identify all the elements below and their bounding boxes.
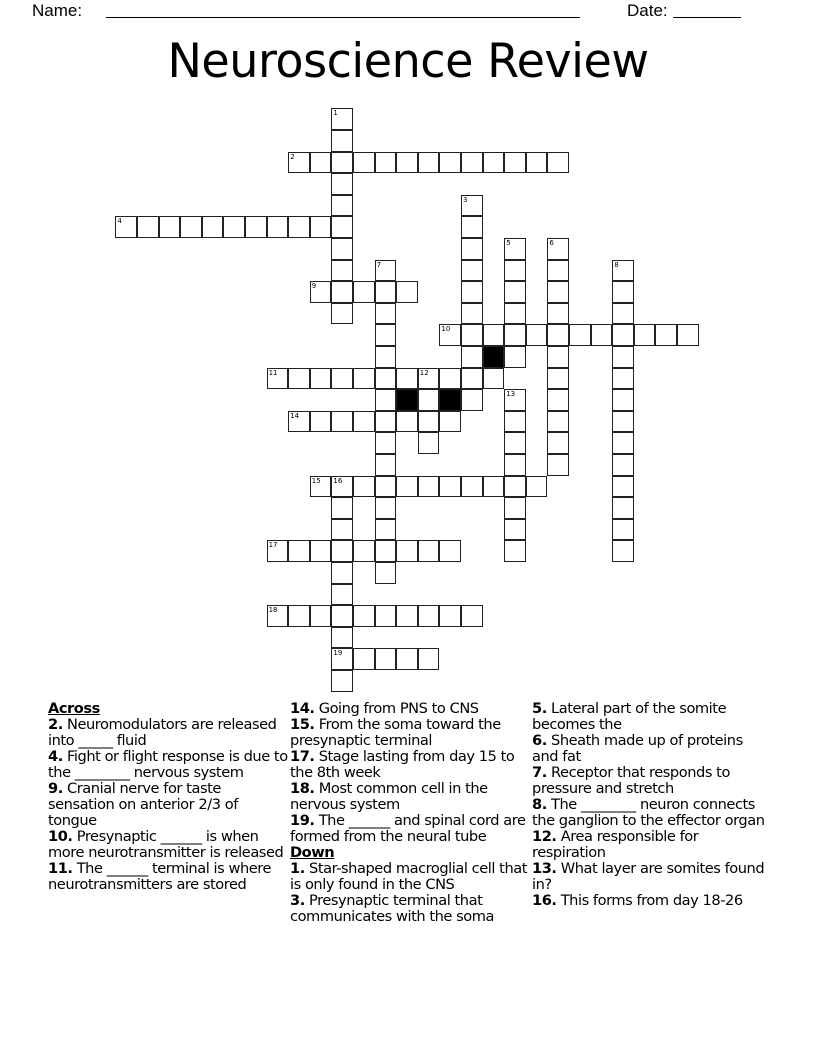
- clue-across-14: [290, 701, 530, 717]
- clue-number: 16.: [532, 892, 557, 909]
- clues-column-2: [290, 701, 530, 925]
- grid-cell[interactable]: [331, 562, 353, 584]
- grid-cell[interactable]: [504, 260, 526, 282]
- grid-black-cell: [483, 346, 505, 368]
- grid-cell[interactable]: [612, 389, 634, 411]
- grid-cell[interactable]: [288, 152, 310, 174]
- grid-cell[interactable]: [353, 648, 375, 670]
- grid-cell[interactable]: [612, 476, 634, 498]
- clue-number-label: 19: [333, 649, 343, 658]
- grid-cell[interactable]: [331, 670, 353, 692]
- grid-cell[interactable]: [375, 368, 397, 390]
- clue-across-18: [290, 781, 530, 813]
- grid-cell[interactable]: [612, 260, 634, 282]
- clue-number-label: 18: [268, 606, 278, 615]
- grid-cell[interactable]: [504, 540, 526, 562]
- grid-cell[interactable]: [331, 303, 353, 325]
- grid-cell[interactable]: [375, 648, 397, 670]
- grid-cell[interactable]: [547, 411, 569, 433]
- clue-number-label: 4: [117, 217, 122, 226]
- clue-text: This forms from day 18-26: [560, 892, 743, 909]
- grid-cell[interactable]: [331, 260, 353, 282]
- grid-cell[interactable]: [331, 584, 353, 606]
- grid-cell[interactable]: [331, 195, 353, 217]
- grid-cell[interactable]: [612, 540, 634, 562]
- grid-cell[interactable]: [223, 216, 245, 238]
- clue-text: Area responsible for respiration: [532, 828, 699, 861]
- grid-cell[interactable]: [418, 648, 440, 670]
- grid-cell[interactable]: [375, 562, 397, 584]
- grid-cell[interactable]: [310, 152, 332, 174]
- grid-cell[interactable]: [396, 648, 418, 670]
- clue-text: Stage lasting from day 15 to the 8th week: [290, 748, 515, 781]
- clue-text: Fight or flight response is due to the ________ nervous system: [48, 748, 288, 781]
- clue-number: 19.: [290, 812, 315, 829]
- grid-cell[interactable]: [159, 216, 181, 238]
- grid-cell[interactable]: [547, 238, 569, 260]
- grid-cell[interactable]: [461, 476, 483, 498]
- clue-number-label: 3: [463, 195, 468, 204]
- grid-cell[interactable]: [331, 519, 353, 541]
- grid-cell[interactable]: [288, 411, 310, 433]
- grid-cell[interactable]: [353, 411, 375, 433]
- name-input-line[interactable]: [106, 17, 580, 18]
- clue-number: 4.: [48, 748, 63, 765]
- clue-number-label: 5: [506, 239, 511, 247]
- clue-across-11: [48, 861, 288, 893]
- grid-cell[interactable]: [375, 411, 397, 433]
- grid-cell[interactable]: [353, 540, 375, 562]
- grid-cell[interactable]: [331, 152, 353, 174]
- clue-down-5: [532, 701, 772, 733]
- grid-cell[interactable]: [331, 216, 353, 238]
- name-label: Name:: [32, 1, 83, 20]
- clue-text: The ______ and spinal cord are formed from the neural tube: [290, 812, 526, 845]
- grid-cell[interactable]: [547, 368, 569, 390]
- clue-number-label: 1: [333, 109, 338, 118]
- clue-number-label: 6: [549, 239, 554, 247]
- grid-cell[interactable]: [418, 389, 440, 411]
- clue-down-1: [290, 861, 530, 893]
- grid-cell[interactable]: [439, 411, 461, 433]
- grid-cell[interactable]: [418, 476, 440, 498]
- clue-number: 6.: [532, 732, 547, 749]
- clue-text: The ______ terminal is where neurotransmitters are stored: [48, 860, 272, 893]
- grid-cell[interactable]: [504, 432, 526, 454]
- grid-cell[interactable]: [634, 324, 656, 346]
- clue-number-label: 8: [614, 260, 619, 269]
- grid-cell[interactable]: [504, 497, 526, 519]
- clue-number: 2.: [48, 716, 63, 733]
- clue-number-label: 16: [333, 476, 343, 485]
- grid-cell[interactable]: [655, 324, 677, 346]
- grid-cell[interactable]: [461, 260, 483, 282]
- grid-cell[interactable]: [267, 368, 289, 390]
- grid-cell[interactable]: [115, 216, 137, 238]
- grid-cell[interactable]: [180, 216, 202, 238]
- grid-cell[interactable]: [547, 324, 569, 346]
- grid-cell[interactable]: [439, 540, 461, 562]
- clue-number-label: 12: [419, 368, 429, 377]
- grid-cell[interactable]: [612, 411, 634, 433]
- clue-across-9: [48, 781, 288, 829]
- grid-cell[interactable]: [504, 346, 526, 368]
- clue-across-10: [48, 829, 288, 861]
- grid-cell[interactable]: [331, 130, 353, 152]
- clue-number: 12.: [532, 828, 557, 845]
- clues-column-3: [532, 701, 772, 909]
- clue-text: Sheath made up of proteins and fat: [532, 732, 743, 765]
- grid-cell[interactable]: [288, 368, 310, 390]
- clue-number: 3.: [290, 892, 305, 909]
- grid-cell[interactable]: [461, 152, 483, 174]
- grid-cell[interactable]: [331, 368, 353, 390]
- clue-number-label: 10: [441, 325, 451, 334]
- clue-number: 15.: [290, 716, 315, 733]
- grid-cell[interactable]: [375, 346, 397, 368]
- grid-cell[interactable]: [547, 303, 569, 325]
- grid-cell[interactable]: [569, 324, 591, 346]
- grid-cell[interactable]: [418, 432, 440, 454]
- grid-cell[interactable]: [331, 648, 353, 670]
- clue-down-12: [532, 829, 772, 861]
- grid-cell[interactable]: [353, 368, 375, 390]
- clue-across-4: [48, 749, 288, 781]
- grid-cell[interactable]: [612, 432, 634, 454]
- clue-number: 18.: [290, 780, 315, 797]
- grid-cell[interactable]: [547, 432, 569, 454]
- grid-cell[interactable]: [461, 216, 483, 238]
- date-label: Date:: [627, 1, 668, 20]
- grid-cell[interactable]: [418, 152, 440, 174]
- grid-cell[interactable]: [612, 303, 634, 325]
- clue-text: Neuromodulators are released into _____ fluid: [48, 716, 277, 749]
- grid-cell[interactable]: [439, 476, 461, 498]
- grid-cell[interactable]: [439, 324, 461, 346]
- grid-cell[interactable]: [526, 476, 548, 498]
- grid-cell[interactable]: [137, 216, 159, 238]
- grid-cell[interactable]: [375, 152, 397, 174]
- grid-cell[interactable]: [375, 454, 397, 476]
- grid-cell[interactable]: [310, 540, 332, 562]
- grid-cell[interactable]: [396, 368, 418, 390]
- clue-number-label: 13: [506, 390, 516, 399]
- clue-number: 13.: [532, 860, 557, 877]
- grid-cell[interactable]: [267, 605, 289, 627]
- grid-cell[interactable]: [612, 324, 634, 346]
- grid-cell[interactable]: [612, 346, 634, 368]
- grid-cell[interactable]: [547, 346, 569, 368]
- grid-cell[interactable]: [547, 281, 569, 303]
- grid-cell[interactable]: [202, 216, 224, 238]
- grid-cell[interactable]: [439, 368, 461, 390]
- clue-number-label: 2: [290, 152, 295, 161]
- grid-cell[interactable]: [245, 216, 267, 238]
- grid-cell[interactable]: [310, 476, 332, 498]
- grid-cell[interactable]: [310, 281, 332, 303]
- grid-cell[interactable]: [418, 605, 440, 627]
- grid-cell[interactable]: [483, 324, 505, 346]
- clue-text: Star-shaped macroglial cell that is only found in the CNS: [290, 860, 528, 893]
- grid-cell[interactable]: [331, 173, 353, 195]
- grid-cell[interactable]: [547, 454, 569, 476]
- grid-cell[interactable]: [461, 281, 483, 303]
- grid-cell[interactable]: [267, 216, 289, 238]
- clue-across-15: [290, 717, 530, 749]
- grid-cell[interactable]: [375, 303, 397, 325]
- clue-text: Going from PNS to CNS: [318, 700, 479, 717]
- grid-cell[interactable]: [331, 108, 353, 130]
- grid-cell[interactable]: [396, 540, 418, 562]
- grid-cell[interactable]: [375, 605, 397, 627]
- clue-text: Most common cell in the nervous system: [290, 780, 488, 813]
- grid-cell[interactable]: [418, 540, 440, 562]
- grid-cell[interactable]: [439, 605, 461, 627]
- grid-cell[interactable]: [375, 540, 397, 562]
- grid-black-cell: [396, 389, 418, 411]
- clue-text: Lateral part of the somite becomes the: [532, 700, 727, 733]
- grid-cell[interactable]: [461, 324, 483, 346]
- clue-down-6: [532, 733, 772, 765]
- clue-number-label: 17: [268, 541, 278, 550]
- grid-cell[interactable]: [504, 476, 526, 498]
- clue-number: 7.: [532, 764, 547, 781]
- grid-cell[interactable]: [418, 411, 440, 433]
- clue-down-8: [532, 797, 772, 829]
- grid-cell[interactable]: [331, 238, 353, 260]
- grid-cell[interactable]: [375, 281, 397, 303]
- grid-cell[interactable]: [461, 303, 483, 325]
- clue-text: Cranial nerve for taste sensation on anterior 2/3 of tongue: [48, 780, 238, 829]
- grid-cell[interactable]: [353, 152, 375, 174]
- grid-cell[interactable]: [612, 454, 634, 476]
- grid-cell[interactable]: [288, 540, 310, 562]
- grid-cell[interactable]: [353, 476, 375, 498]
- grid-cell[interactable]: [331, 605, 353, 627]
- clue-number: 17.: [290, 748, 315, 765]
- grid-cell[interactable]: [526, 324, 548, 346]
- clue-number: 10.: [48, 828, 73, 845]
- clue-across-17: [290, 749, 530, 781]
- clue-down-3: [290, 893, 530, 925]
- grid-cell[interactable]: [375, 260, 397, 282]
- grid-cell[interactable]: [267, 540, 289, 562]
- grid-cell[interactable]: [396, 152, 418, 174]
- grid-cell[interactable]: [504, 454, 526, 476]
- date-input-line[interactable]: [673, 17, 741, 18]
- clue-text: From the soma toward the presynaptic terminal: [290, 716, 501, 749]
- grid-cell[interactable]: [483, 152, 505, 174]
- grid-cell[interactable]: [677, 324, 699, 346]
- grid-cell[interactable]: [504, 152, 526, 174]
- clue-number: 5.: [532, 700, 547, 717]
- clue-across-19: [290, 813, 530, 845]
- grid-black-cell: [439, 389, 461, 411]
- grid-cell[interactable]: [461, 238, 483, 260]
- clue-number: 9.: [48, 780, 63, 797]
- grid-cell[interactable]: [418, 368, 440, 390]
- grid-cell[interactable]: [396, 605, 418, 627]
- grid-cell[interactable]: [439, 152, 461, 174]
- clue-down-13: [532, 861, 772, 893]
- grid-cell[interactable]: [375, 519, 397, 541]
- clue-number: 14.: [290, 700, 315, 717]
- grid-cell[interactable]: [504, 281, 526, 303]
- grid-cell[interactable]: [612, 497, 634, 519]
- clue-number-label: 15: [311, 476, 321, 485]
- grid-cell[interactable]: [547, 389, 569, 411]
- across-heading: Across: [48, 700, 100, 717]
- grid-cell[interactable]: [396, 476, 418, 498]
- grid-cell[interactable]: [612, 368, 634, 390]
- grid-cell[interactable]: [375, 432, 397, 454]
- grid-cell[interactable]: [288, 605, 310, 627]
- grid-cell[interactable]: [331, 411, 353, 433]
- grid-cell[interactable]: [331, 476, 353, 498]
- grid-cell[interactable]: [461, 368, 483, 390]
- clues-column-1: [48, 701, 288, 893]
- clue-down-7: [532, 765, 772, 797]
- grid-cell[interactable]: [331, 497, 353, 519]
- clue-number-label: 7: [376, 260, 382, 269]
- grid-cell[interactable]: [504, 324, 526, 346]
- grid-cell[interactable]: [310, 368, 332, 390]
- grid-cell[interactable]: [547, 260, 569, 282]
- grid-cell[interactable]: [461, 605, 483, 627]
- clue-number-label: 11: [268, 368, 278, 377]
- grid-cell[interactable]: [612, 281, 634, 303]
- grid-cell[interactable]: [461, 195, 483, 217]
- grid-cell[interactable]: [310, 216, 332, 238]
- down-heading: Down: [290, 844, 335, 861]
- page-title: Neuroscience Review: [167, 34, 649, 89]
- grid-cell[interactable]: [396, 411, 418, 433]
- clue-text: The ________ neuron connects the ganglion to the effector organ: [532, 796, 765, 829]
- grid-cell[interactable]: [504, 411, 526, 433]
- clue-text: Presynaptic ______ is when more neurotransmitter is released: [48, 828, 284, 861]
- grid-cell[interactable]: [353, 281, 375, 303]
- grid-cell[interactable]: [375, 389, 397, 411]
- grid-cell[interactable]: [396, 281, 418, 303]
- clue-number-label: 14: [290, 411, 300, 420]
- grid-cell[interactable]: [375, 324, 397, 346]
- grid-cell[interactable]: [461, 389, 483, 411]
- grid-cell[interactable]: [310, 411, 332, 433]
- grid-cell[interactable]: [526, 152, 548, 174]
- grid-cell[interactable]: [591, 324, 613, 346]
- grid-cell[interactable]: [375, 497, 397, 519]
- grid-cell[interactable]: [331, 627, 353, 649]
- grid-cell[interactable]: [504, 519, 526, 541]
- clue-number-label: 9: [311, 282, 317, 291]
- clue-text: Receptor that responds to pressure and stretch: [532, 764, 730, 797]
- grid-cell[interactable]: [353, 605, 375, 627]
- grid-cell[interactable]: [375, 476, 397, 498]
- grid-cell[interactable]: [288, 216, 310, 238]
- grid-cell[interactable]: [504, 238, 526, 260]
- grid-cell[interactable]: [483, 476, 505, 498]
- grid-cell[interactable]: [331, 281, 353, 303]
- grid-cell[interactable]: [547, 152, 569, 174]
- grid-cell[interactable]: [612, 519, 634, 541]
- clue-down-16: [532, 893, 772, 909]
- grid-cell[interactable]: [331, 540, 353, 562]
- clue-across-2: [48, 717, 288, 749]
- grid-cell[interactable]: [504, 303, 526, 325]
- grid-cell[interactable]: [504, 389, 526, 411]
- grid-cell[interactable]: [461, 346, 483, 368]
- clue-number: 11.: [48, 860, 73, 877]
- clue-number: 8.: [532, 796, 547, 813]
- grid-cell[interactable]: [483, 368, 505, 390]
- clue-text: Presynaptic terminal that communicates with the soma: [290, 892, 495, 925]
- grid-cell[interactable]: [310, 605, 332, 627]
- clue-text: What layer are somites found in?: [532, 860, 765, 893]
- clue-number: 1.: [290, 860, 305, 877]
